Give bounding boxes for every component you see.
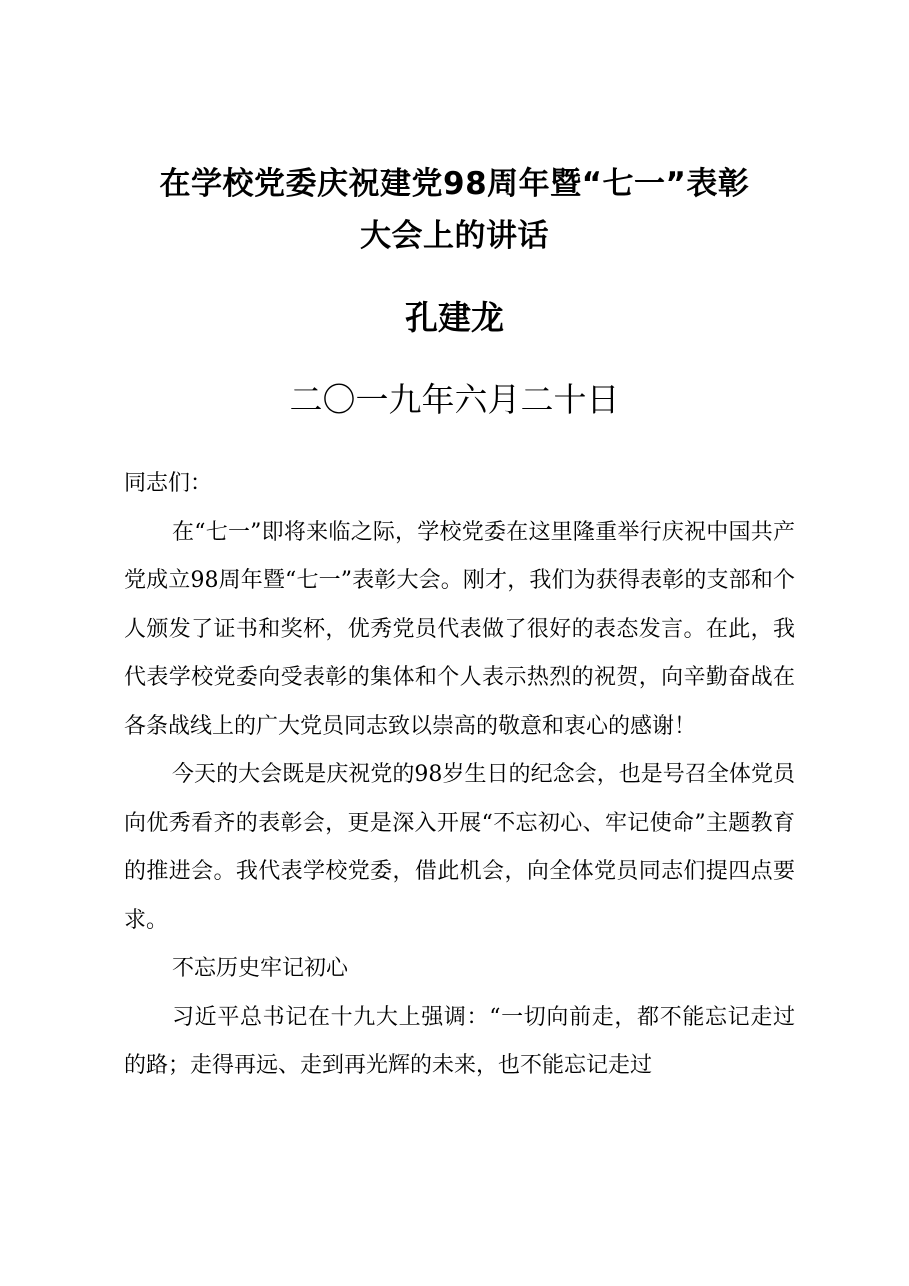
title-line-1: 在学校党委庆祝建党98周年暨“七一”表彰 [159, 166, 750, 202]
paragraph: 今天的大会既是庆祝党的98岁生日的纪念会，也是号召全体党员向优秀看齐的表彰会，更是深入开展“不忘初心、牢记使命”主题教育的推进会。我代表学校党委，借此机会，向全体党员同志们提四点要求。 [124, 762, 795, 933]
document-title [0, 158, 909, 262]
salutation: 同志们： [124, 471, 213, 496]
speech-body [124, 460, 795, 1091]
section-heading: 不忘历史牢记初心 [172, 956, 349, 981]
speech-date: 二〇一九年六月二十日 [289, 380, 620, 419]
paragraph: 习近平总书记在十九大上强调：“一切向前走，都不能忘记走过的路；走得再远、走到再光辉的未来，也不能忘记走过 [124, 1004, 795, 1078]
paragraph: 在“七一”即将来临之际，学校党委在这里隆重举行庆祝中国共产党成立98周年暨“七一”表彰大会。刚才，我们为获得表彰的支部和个人颁发了证书和奖杯，优秀党员代表做了很好的表态发言。在此，我代表学校党委向受表彰的集体和个人表示热烈的祝贺，向辛勤奋战在各条战线上的广大党员同志致以崇高的敬意和衷心的感谢！ [124, 519, 795, 739]
title-line-2: 大会上的讲话 [360, 218, 549, 254]
author-name: 孔建龙 [405, 298, 504, 337]
